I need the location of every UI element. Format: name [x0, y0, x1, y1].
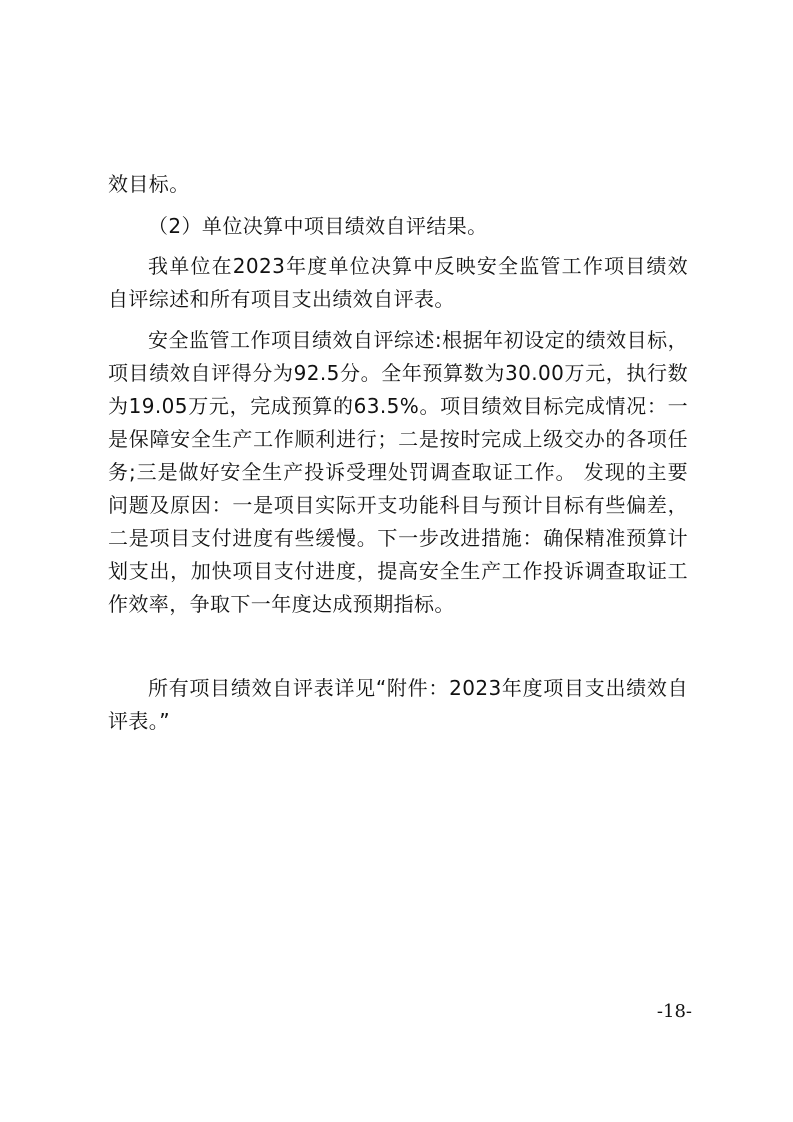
paragraph-continuation: 效目标。 — [108, 172, 190, 196]
paragraph-summary-intro: 我单位在2023年度单位决算中反映安全监管工作项目绩效自评综述和所有项目支出绩效自评表。 — [108, 254, 688, 311]
paragraph-performance-review: 安全监管工作项目绩效自评综述:根据年初设定的绩效目标，项目绩效自评得分为92.5分。全年预算数为30.00万元，执行数为19.05万元，完成预算的63.5%。项目绩效目标完成情况：一是保障安全生产工作顺利进行；二是按时完成上级交办的各项任务;三是做好安全生产投诉受理处罚调查取证工作。 发现的主要问题及原因：一是项目实际开支功能科目与预计目标有些偏差，二是项目支付进度有些缓慢。下一步改进措施：确保精准预算计划支出，加快项目支付进度，提高安全生产工作投诉调查取证工作效率，争取下一年度达成预期指标。 — [108, 328, 688, 616]
paragraph-attachment-reference: 所有项目绩效自评表详见“附件：2023年度项目支出绩效自评表。” — [108, 676, 688, 733]
section-heading: （2）单位决算中项目绩效自评结果。 — [148, 214, 488, 238]
page-number: -18- — [656, 1001, 692, 1022]
